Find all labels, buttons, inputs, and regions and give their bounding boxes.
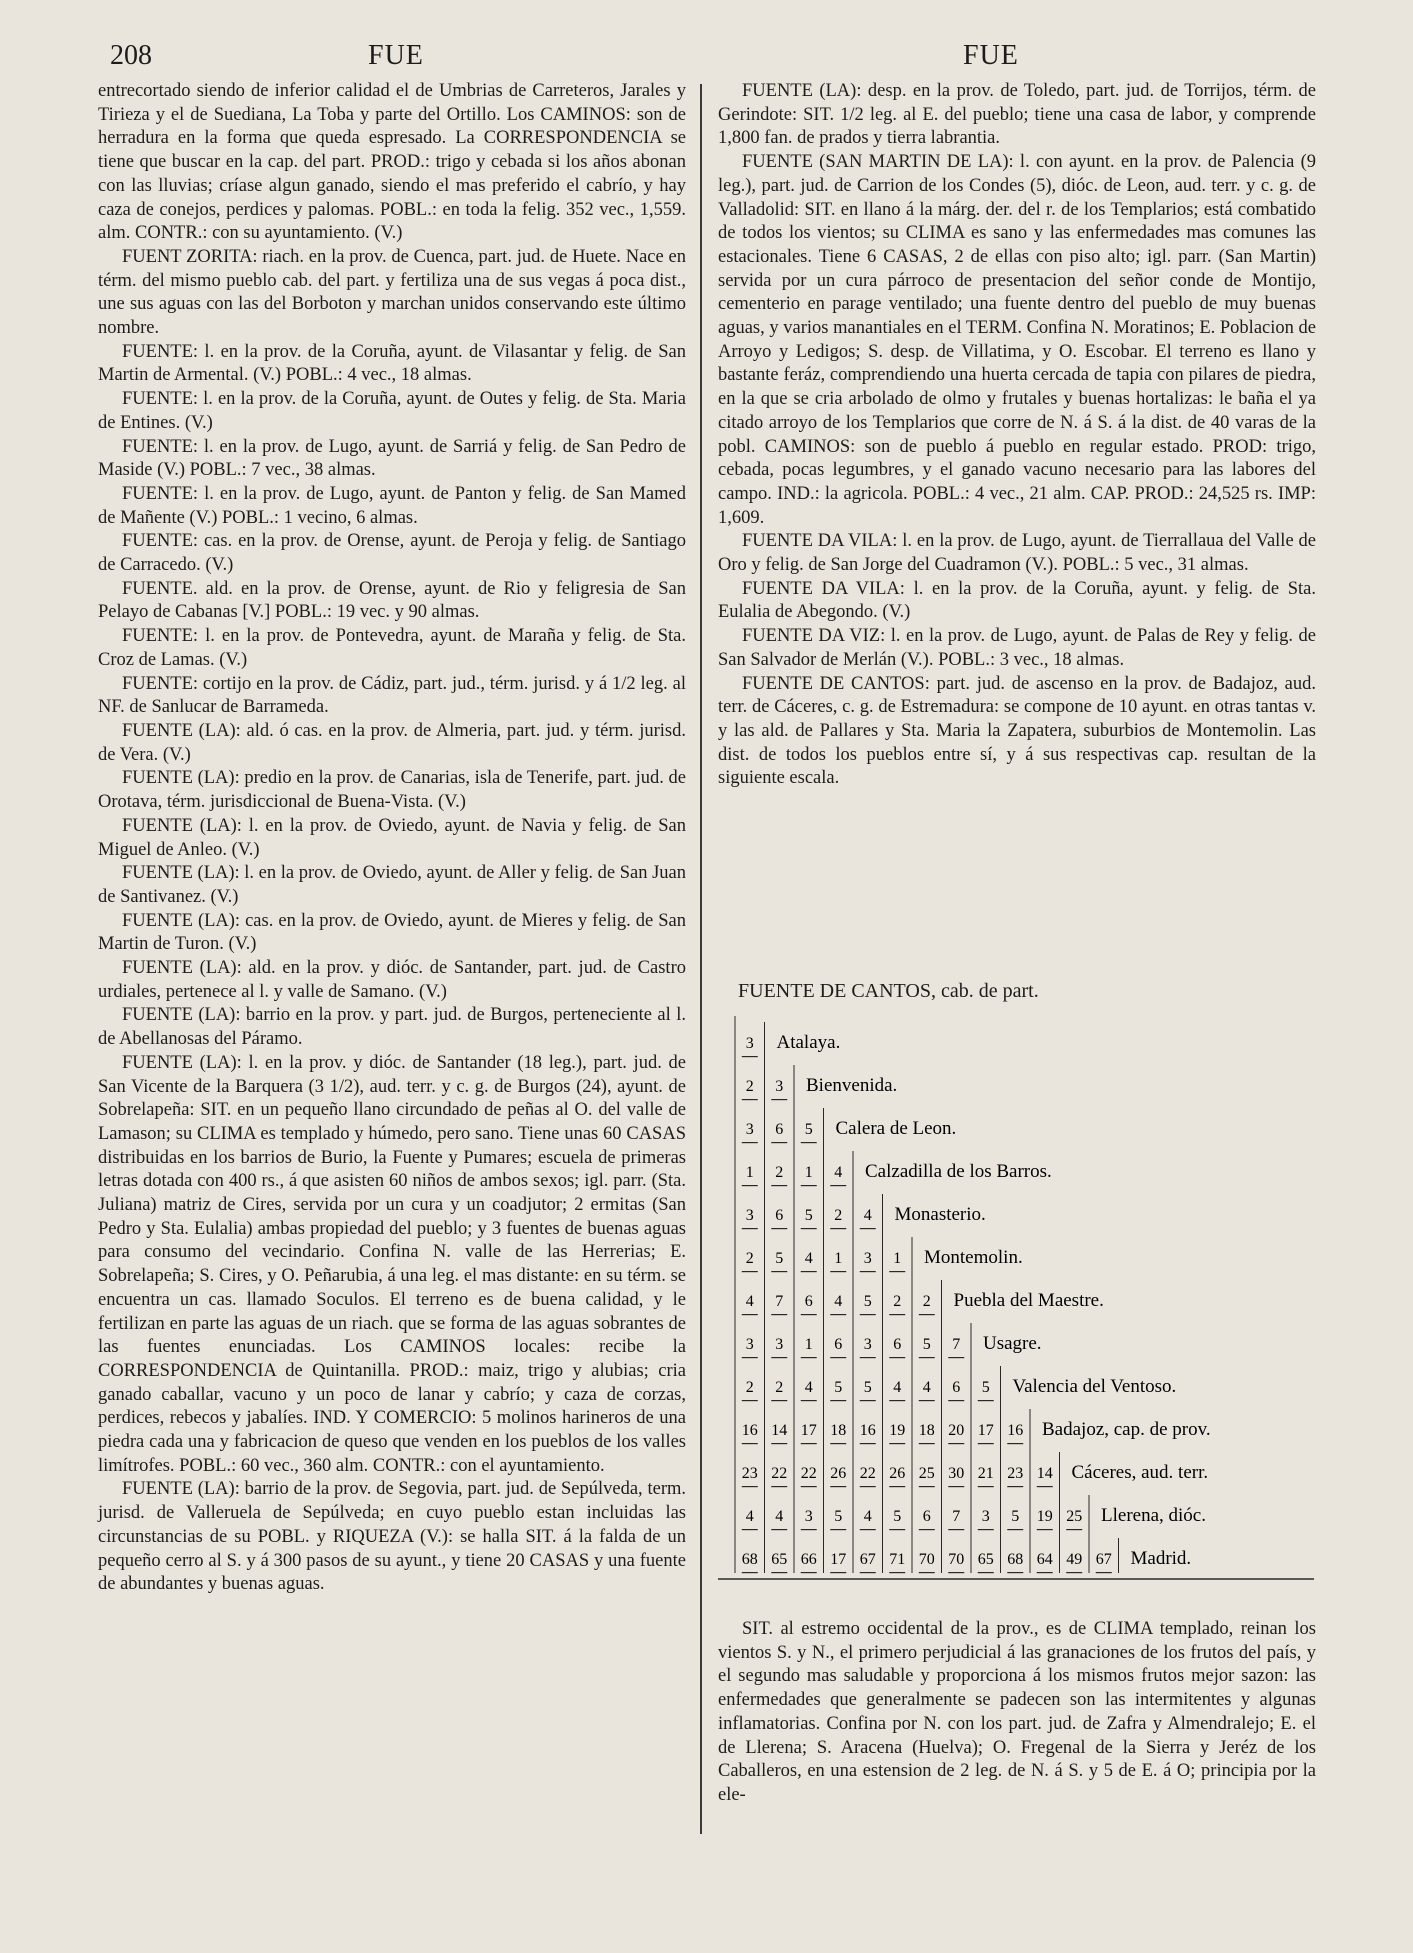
distance-value: 22 [800,1465,817,1482]
place-name: Llerena, dióc. [1101,1505,1206,1526]
page-number: 208 [110,40,152,71]
separator-dash [801,1400,817,1401]
distance-value: 65 [977,1551,994,1568]
distance-value: 4 [775,1508,784,1525]
distance-value: 17 [977,1422,994,1439]
separator-dash [860,1357,876,1358]
distance-value: 65 [771,1551,788,1568]
distance-value: 16 [1007,1422,1024,1439]
separator-dash [742,1486,758,1487]
separator-dash [742,1271,758,1272]
distance-value: 5 [863,1379,872,1396]
distance-value: 5 [834,1379,843,1396]
entry-fuente-marana: FUENTE: l. en la prov. de Pontevedra, ayunt. de Maraña y felig. de Sta. Croz de Lamas. (V.) [98,626,686,670]
distance-value: 14 [1036,1465,1053,1482]
distance-value: 3 [863,1250,872,1267]
distance-value: 70 [918,1551,935,1568]
distance-value: 1 [893,1250,902,1267]
separator-dash [830,1572,846,1573]
distance-value: 4 [922,1379,931,1396]
separator-dash [801,1228,817,1229]
separator-dash [771,1185,787,1186]
distance-value: 71 [889,1551,906,1568]
entry-fuente-outes: FUENTE: l. en la prov. de la Coruña, ayunt. de Outes y felig. de Sta. Maria de Entines. (V.) [98,389,686,433]
distance-value: 18 [830,1422,847,1439]
separator-dash [830,1357,846,1358]
distance-value: 1 [804,1336,813,1353]
left-running-head: FUE [368,40,424,71]
distance-value: 5 [775,1250,784,1267]
separator-dash [919,1400,935,1401]
distance-value: 6 [804,1293,813,1310]
right-running-head: FUE [963,40,1019,71]
entry-fuente-almeria: FUENTE (LA): ald. ó cas. en la prov. de Almeria, part. jud. y térm. jurisd. de Vera. (V.) [98,720,686,765]
distance-value: 3 [981,1508,990,1525]
place-name: Atalaya. [776,1032,841,1053]
separator-dash [771,1486,787,1487]
entry-fuente-toledo: FUENTE (LA): desp. en la prov. de Toledo, part. jud. de Torrijos, térm. de Gerindote: SIT. 1/2 leg. al E. del pueblo; tiene una casa de labor, y comprende 1,800 fan. de prados y tierra labrantia. [718,81,1316,149]
separator-dash [860,1314,876,1315]
entry-fuente-rio: FUENTE. ald. en la prov. de Orense, ayunt. de Rio y feligresia de San Pelayo de Cabanas [V.] POBL.: 19 vec. y 90 almas. [98,578,686,623]
distance-value: 5 [804,1207,813,1224]
distance-value: 2 [775,1379,784,1396]
distance-value: 17 [830,1551,847,1568]
distance-value: 6 [952,1379,961,1396]
place-name: Calera de Leon. [835,1118,957,1139]
distance-value: 6 [834,1336,843,1353]
distance-value: 21 [977,1465,994,1482]
distance-value: 2 [834,1207,843,1224]
separator-dash [1007,1443,1023,1444]
right-column-top [718,80,1316,791]
separator-dash [801,1271,817,1272]
entry-fuente-sarria: FUENTE: l. en la prov. de Lugo, ayunt. de Sarriá y felig. de San Pedro de Maside (V.) POBL.: 7 vec., 38 almas. [98,436,686,481]
distance-value: 6 [922,1508,931,1525]
separator-dash [830,1443,846,1444]
distance-value: 25 [1066,1508,1083,1525]
separator-dash [978,1572,994,1573]
entry-fuente-da-vila-coruna: FUENTE DA VILA: l. en la prov. de la Coruña, ayunt. y felig. de Sta. Eulalia de Abegondo. (V.) [718,578,1316,623]
distance-value: 7 [775,1293,784,1310]
distance-value: 3 [745,1207,754,1224]
separator-dash [801,1529,817,1530]
entry-fuente-da-viz: FUENTE DA VIZ: l. en la prov. de Lugo, ayunt. de Palas de Rey y felig. de San Salvador de Merlán (V.). POBL.: 3 vec., 18 almas. [718,626,1316,670]
distance-grid [718,978,1316,1588]
distance-value: 2 [893,1293,902,1310]
separator-dash [771,1357,787,1358]
distance-value: 2 [775,1164,784,1181]
distance-value: 4 [863,1508,872,1525]
separator-dash [948,1443,964,1444]
left-column [98,80,686,1597]
distance-value: 5 [893,1508,902,1525]
place-name: Madrid. [1130,1548,1192,1569]
separator-dash [830,1400,846,1401]
distance-value: 22 [859,1465,876,1482]
separator-dash [889,1572,905,1573]
distance-value: 2 [745,1379,754,1396]
distance-value: 3 [745,1121,754,1138]
distance-value: 5 [981,1379,990,1396]
separator-dash [1007,1486,1023,1487]
distance-value: 18 [918,1422,935,1439]
distance-value: 4 [893,1379,902,1396]
separator-dash [948,1572,964,1573]
distance-value: 20 [948,1422,965,1439]
distance-value: 23 [1007,1465,1024,1482]
right-column-bottom [718,1618,1316,1808]
distance-value: 19 [889,1422,906,1439]
distance-value: 23 [741,1465,758,1482]
separator-dash [771,1142,787,1143]
entry-fuente-navia: FUENTE (LA): l. en la prov. de Oviedo, ayunt. de Navia y felig. de San Miguel de Anleo. (V.) [98,815,686,860]
separator-dash [1037,1486,1053,1487]
distance-value: 6 [775,1207,784,1224]
distance-value: 1 [745,1164,754,1181]
distance-value: 5 [922,1336,931,1353]
place-name: Badajoz, cap. de prov. [1042,1419,1211,1440]
separator-dash [742,1400,758,1401]
separator-dash [742,1185,758,1186]
distance-value: 4 [804,1379,813,1396]
separator-dash [860,1529,876,1530]
distance-value: 4 [863,1207,872,1224]
separator-dash [889,1529,905,1530]
entry-fuente-santander: FUENTE (LA): l. en la prov. y dióc. de Santander (18 leg.), part. jud. de San Vicente de la Barquera (3 1/2), aud. terr. y c. g. de Burgos (24), ayunt. de Sobrelapeña: SIT. en un pequeño llano circundado de peñas al O. del valle de Lamason; su CLIMA es templado y húmedo, pero sano. Tiene unas 60 CASAS distribuidas en los barrios de Burio, la Fuente y Pumares; escuela de primeras letras dotada con 400 rs., á que asisten 60 niños de ambos sexos; igl. parr. (Sta. Juliana) matriz de Cires, servida por un cura y un coadjutor; 2 ermitas (San Pedro y Sta. Eulalia) ambas propiedad del pueblo; y 3 fuentes de buenas aguas para consumo del vecindario. Confina N. valle de las Herrerias; E. Sobrelapeña; S. Cires, y O. Peñarubia, á una leg. el mas distante: en su térm. se encuentra un cas. llamado Soculos. El terreno es de buena calidad, y le fertilizan en parte las aguas de un riach. que se forma de las aguas sobrantes de las fuentes enunciadas. Los CAMINOS locales: recibe la CORRESPONDENCIA de Quintanilla. PROD.: maiz, trigo y alubias; cria ganado caballar, vacuno y un poco de lanar y cabrío; y caza de corzas, perdices, rebecos y jabalíes. IND. Y COMERCIO: 5 molinos harineros de una piedra cada una y fabricacion de queso que venden en los pueblos de los valles limítrofes. POBL.: 60 vec., 360 alm. CONTR.: con el ayuntamiento. [98,1052,686,1476]
entry-fuente-de-cantos: FUENTE DE CANTOS: part. jud. de ascenso en la prov. de Badajoz, aud. terr. de Cáceres, c. g. de Estremadura: se compone de 10 ayunt. en otras tantas v. y las ald. de Pallares y Sta. Maria la Zapatera, suburbios de Montemolin. Las dist. de todos los pueblos entre sí, y á sus respectivas cap. resultan de la siguiente escala. [718,673,1316,789]
separator-dash [742,1056,758,1057]
separator-dash [771,1572,787,1573]
distance-table [718,978,1316,1588]
place-name: Cáceres, aud. terr. [1071,1462,1209,1483]
separator-dash [860,1400,876,1401]
place-name: Montemolin. [924,1247,1023,1268]
separator-dash [860,1486,876,1487]
separator-dash [830,1185,846,1186]
entry-fuente-samano: FUENTE (LA): ald. en la prov. y dióc. de Santander, part. jud. de Castro urdiales, pertenece al l. y valle de Samano. (V.) [98,958,686,1002]
distance-value: 26 [889,1465,906,1482]
distance-value: 7 [952,1336,961,1353]
distance-value: 4 [834,1293,843,1310]
separator-dash [742,1228,758,1229]
separator-dash [860,1271,876,1272]
separator-dash [948,1400,964,1401]
distance-value: 3 [745,1336,754,1353]
separator-dash [889,1357,905,1358]
place-name: Usagre. [983,1333,1042,1354]
distance-value: 30 [948,1465,965,1482]
separator-dash [801,1357,817,1358]
distance-value: 3 [775,1078,784,1095]
separator-dash [860,1228,876,1229]
entry-fuente-vilasantar: FUENTE: l. en la prov. de la Coruña, ayunt. de Vilasantar y felig. de San Martin de Armental. (V.) POBL.: 4 vec., 18 almas. [98,341,686,386]
separator-dash [1007,1529,1023,1530]
distance-value: 3 [804,1508,813,1525]
separator-dash [978,1529,994,1530]
distance-value: 3 [745,1035,754,1052]
entry-fuente-cadiz: FUENTE: cortijo en la prov. de Cádiz, part. jud., térm. jurisd. y á 1/2 leg. al NF. de Sanlucar de Barrameda. [98,673,686,718]
distance-value: 25 [918,1465,935,1482]
separator-dash [1066,1529,1082,1530]
separator-dash [801,1142,817,1143]
distance-value: 68 [1007,1551,1024,1568]
separator-dash [771,1314,787,1315]
separator-dash [742,1314,758,1315]
separator-dash [771,1271,787,1272]
separator-dash [742,1357,758,1358]
separator-dash [978,1443,994,1444]
separator-dash [919,1529,935,1530]
fuente-de-cantos-description: SIT. al estremo occidental de la prov., es de CLIMA templado, reinan los vientos S. y N., el primero perjudicial á las granaciones de los frutos del país, y el segundo mas saludable y proporciona á los mismos frutos mejor sazon: las enfermedades que generalmente se padecen son las intermitentes y algunas inflamatorias. Confina por N. con los part. jud. de Zafra y Almendralejo; E. el de Llerena; S. Aracena (Huelva); O. Fregenal de la Sierra y Jeréz de los Caballeros, en una estension de 2 leg. de N. á S. y 5 de E. á O; principia por la ele- [718,1619,1316,1805]
entry-fuente-burgos: FUENTE (LA): barrio en la prov. y part. jud. de Burgos, perteneciente al l. de Abellanosas del Páramo. [98,1005,686,1050]
column-divider [700,84,702,1834]
distance-value: 5 [804,1121,813,1138]
separator-dash [948,1529,964,1530]
entry-fuente-aller: FUENTE (LA): l. en la prov. de Oviedo, ayunt. de Aller y felig. de San Juan de Santivanez. (V.) [98,863,686,907]
separator-dash [919,1572,935,1573]
separator-dash [801,1486,817,1487]
distance-value: 14 [771,1422,788,1439]
separator-dash [1037,1572,1053,1573]
distance-value: 4 [804,1250,813,1267]
separator-dash [1007,1572,1023,1573]
separator-dash [830,1314,846,1315]
distance-value: 4 [745,1508,754,1525]
distance-value: 1 [834,1250,843,1267]
place-name: Monasterio. [894,1204,986,1225]
entry-fuente-da-vila-lugo: FUENTE DA VILA: l. en la prov. de Lugo, ayunt. de Tierrallaua del Valle de Oro y felig. de San Jorge del Cuadramon (V.). POBL.: 5 vec., 31 almas. [718,531,1316,576]
separator-dash [801,1572,817,1573]
place-name: Puebla del Maestre. [953,1290,1104,1311]
distance-value: 16 [741,1422,758,1439]
distance-value: 26 [830,1465,847,1482]
distance-value: 2 [745,1250,754,1267]
separator-dash [742,1142,758,1143]
separator-dash [948,1357,964,1358]
distance-value: 49 [1066,1551,1083,1568]
separator-dash [830,1271,846,1272]
separator-dash [830,1228,846,1229]
distance-value: 67 [859,1551,876,1568]
distance-value: 22 [771,1465,788,1482]
distance-value: 6 [893,1336,902,1353]
separator-dash [742,1572,758,1573]
distance-value: 4 [834,1164,843,1181]
entry-fuente-canarias: FUENTE (LA): predio en la prov. de Canarias, isla de Tenerife, part. jud. de Orotava, térm. jurisdiccional de Buena-Vista. (V.) [98,768,686,813]
distance-value: 70 [948,1551,965,1568]
separator-dash [742,1099,758,1100]
separator-dash [771,1400,787,1401]
separator-dash [1037,1529,1053,1530]
distance-value: 19 [1036,1508,1053,1525]
separator-dash [889,1314,905,1315]
distance-value: 5 [1011,1508,1020,1525]
entry-fuente-san-martin: FUENTE (SAN MARTIN DE LA): l. con ayunt. en la prov. de Palencia (9 leg.), part. jud. de Carrion de los Condes (5), dióc. de Leon, aud. terr. y c. g. de Valladolid: SIT. en llano á la márg. der. del r. de los Templarios; está combatido de todos los vientos; su CLIMA es sano y las enfermedades mas comunes las estacionales. Tiene 6 CASAS, 2 de ellas con piso alto; igl. parr. (San Martin) servida por un cura párroco de presentacion del señor conde de Montijo, cementerio en parage ventilado; una fuente dentro del pueblo de muy buenas aguas, y varios manantiales en el TERM. Confina N. Moratinos; E. Poblacion de Arroyo y Ledigos; S. desp. de Villatima, y O. Escobar. El terreno es llano y bastante feráz, comprendiendo una huerta cercada de tapia con pilares de piedra, en la que se cria arbolado de olmo y frutales y buenas hortalizas: le baña el ya citado arroyo de los Templarios que corre de N. á S. á la dist. de 40 varas de la pobl. CAMINOS: son de pueblo á pueblo en regular estado. PROD: trigo, cebada, pocas legumbres, y el ganado vacuno necesario para las labores del campo. IND.: la agricola. POBL.: 4 vec., 21 alm. CAP. PROD.: 24,525 rs. IMP: 1,609. [718,152,1316,528]
separator-dash [948,1486,964,1487]
separator-dash [860,1572,876,1573]
separator-dash [1066,1572,1082,1573]
separator-dash [889,1486,905,1487]
distance-value: 2 [922,1293,931,1310]
entry-continuation: entrecortado siendo de inferior calidad el de Umbrias de Carreteros, Jarales y Tirieza y el de Suediana, La Toba y parte del Ortillo. Los CAMINOS: son de herradura en la forma que queda espresado. La CORRESPONDENCIA se tiene que buscar en la cap. del part. PROD.: trigo y cebada si los años abonan con las lluvias; críase algun ganado, siendo el mas preferido el cabrío, y hay caza de conejos, perdices y palomas. POBL.: en toda la felig. 352 vec., 1,559. alm. CONTR.: con su ayuntamiento. (V.) [98,81,686,244]
entry-fuente-peroja: FUENTE: cas. en la prov. de Orense, ayunt. de Peroja y felig. de Santiago de Carracedo. (V.) [98,531,686,576]
distance-value: 2 [745,1078,754,1095]
distance-value: 1 [804,1164,813,1181]
entry-fuente-panton: FUENTE: l. en la prov. de Lugo, ayunt. de Panton y felig. de San Mamed de Mañente (V.) POBL.: 1 vecino, 6 almas. [98,483,686,528]
distance-value: 4 [745,1293,754,1310]
separator-dash [919,1357,935,1358]
separator-dash [801,1185,817,1186]
separator-dash [771,1099,787,1100]
separator-dash [978,1486,994,1487]
distance-value: 17 [800,1422,817,1439]
separator-dash [889,1271,905,1272]
distance-value: 7 [952,1508,961,1525]
distance-value: 5 [834,1508,843,1525]
separator-dash [889,1400,905,1401]
place-name: Calzadilla de los Barros. [865,1161,1052,1182]
distance-value: 16 [859,1422,876,1439]
separator-dash [742,1529,758,1530]
distance-value: 6 [775,1121,784,1138]
separator-dash [801,1314,817,1315]
distance-value: 66 [800,1551,817,1568]
distance-table-title: FUENTE DE CANTOS, cab. de part. [738,980,1039,1002]
separator-dash [801,1443,817,1444]
separator-dash [978,1400,994,1401]
separator-dash [889,1443,905,1444]
entry-fuent-zorita: FUENT ZORITA: riach. en la prov. de Cuenca, part. jud. de Huete. Nace en térm. del mismo pueblo cab. del part. y fertiliza una de sus vegas á poca dist., une sus aguas con las del Borboton y marchan unidos conservando este último nombre. [98,246,686,339]
separator-dash [1096,1572,1112,1573]
separator-dash [919,1443,935,1444]
distance-value: 68 [741,1551,758,1568]
place-name: Valencia del Ventoso. [1012,1376,1177,1397]
separator-dash [771,1529,787,1530]
distance-value: 64 [1036,1551,1053,1568]
place-name: Bienvenida. [806,1075,898,1096]
separator-dash [919,1486,935,1487]
separator-dash [742,1443,758,1444]
separator-dash [830,1486,846,1487]
distance-value: 3 [775,1336,784,1353]
separator-dash [830,1529,846,1530]
distance-value: 5 [863,1293,872,1310]
separator-dash [771,1443,787,1444]
separator-dash [860,1443,876,1444]
separator-dash [919,1314,935,1315]
separator-dash [771,1228,787,1229]
entry-fuente-segovia: FUENTE (LA): barrio de la prov. de Segovia, part. jud. de Sepúlveda, term. jurisd. de Valleruela de Sepúlveda; en cuyo pueblo estan incluidas las circunstancias de su POBL. y RIQUEZA (V.): se halla SIT. á la falda de un pequeño cerro al S. y á 300 pasos de su ayunt., y tiene 20 CASAS y una fuente de abundantes y buenas aguas. [98,1479,686,1595]
entry-fuente-mieres: FUENTE (LA): cas. en la prov. de Oviedo, ayunt. de Mieres y felig. de San Martin de Turon. (V.) [98,910,686,955]
distance-value: 3 [863,1336,872,1353]
distance-value: 67 [1095,1551,1112,1568]
page-header [0,0,1413,80]
